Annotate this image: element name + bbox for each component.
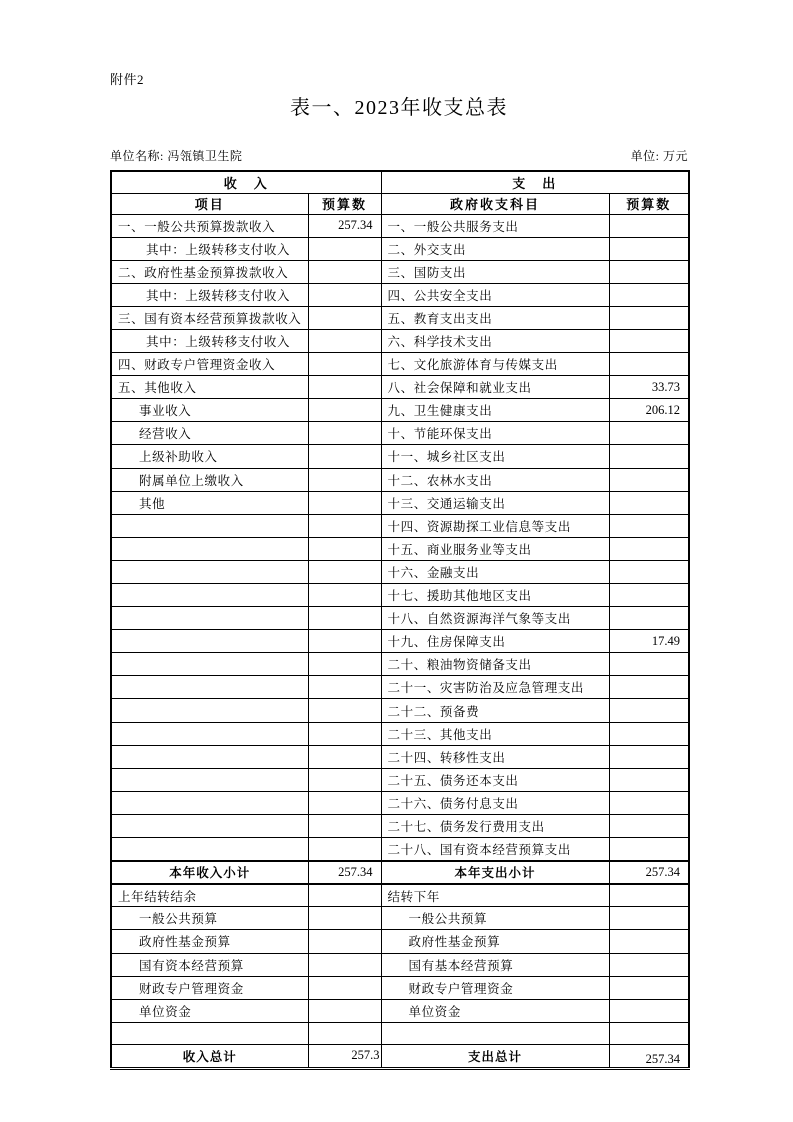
table-row (111, 1022, 689, 1044)
expense-item-cell: 一般公共预算 (381, 907, 609, 930)
income-item-cell (111, 791, 308, 814)
expense-item-cell: 二十、粮油物资储备支出 (381, 653, 609, 676)
currency-unit-label: 单位: 万元 (630, 149, 688, 163)
income-item-cell (111, 745, 308, 768)
expense-budget-cell (609, 607, 689, 630)
income-item-cell (111, 607, 308, 630)
expense-budget-cell (609, 491, 689, 514)
table-row (111, 514, 689, 537)
table-row (111, 884, 689, 907)
income-budget-cell: 257.34 (308, 214, 381, 237)
expense-budget-cell (609, 768, 689, 791)
table-row (111, 976, 689, 999)
income-item-cell (111, 676, 308, 699)
expense-item-cell: 三、国防支出 (381, 260, 609, 283)
table-row (111, 653, 689, 676)
income-item-cell: 二、政府性基金预算拨款收入 (111, 260, 308, 283)
expense-item-cell (381, 1022, 609, 1044)
table-row (111, 953, 689, 976)
income-budget-cell (308, 791, 381, 814)
expense-item-cell: 二、外交支出 (381, 237, 609, 260)
income-budget-cell (308, 838, 381, 861)
expense-budget-cell (609, 722, 689, 745)
expense-item-cell: 二十一、灾害防治及应急管理支出 (381, 676, 609, 699)
expense-item-cell: 十二、农林水支出 (381, 468, 609, 491)
income-item-cell: 一般公共预算 (111, 907, 308, 930)
income-budget-cell (308, 653, 381, 676)
income-item-cell: 其中：上级转移支付收入 (111, 237, 308, 260)
table-row (111, 491, 689, 514)
expense-budget-cell: 17.49 (609, 630, 689, 653)
income-budget-cell (308, 560, 381, 583)
expense-budget-cell (609, 584, 689, 607)
income-budget-cell (308, 376, 381, 399)
income-budget-col-header: 预算数 (308, 193, 381, 214)
unit-info-row (110, 147, 688, 164)
page-title: 表一、2023年收支总表 (290, 97, 508, 119)
unit-name-value: 冯瓴镇卫生院 (167, 149, 243, 163)
expense-item-cell: 支出总计 (381, 1044, 609, 1068)
table-row (111, 560, 689, 583)
income-budget-cell (308, 399, 381, 422)
income-item-cell (111, 722, 308, 745)
income-budget-cell (308, 768, 381, 791)
table-row (111, 584, 689, 607)
income-item-cell (111, 537, 308, 560)
table-row (111, 306, 689, 329)
table-row (111, 699, 689, 722)
income-item-cell: 五、其他收入 (111, 376, 308, 399)
expense-item-cell: 十七、援助其他地区支出 (381, 584, 609, 607)
expense-item-cell: 国有基本经营预算 (381, 953, 609, 976)
expense-budget-cell (609, 884, 689, 907)
expense-item-cell: 政府性基金预算 (381, 930, 609, 953)
budget-summary-table (110, 170, 690, 1070)
expense-subject-col-header: 政府收支科目 (381, 193, 609, 214)
unit-name-label: 单位名称: (110, 149, 168, 163)
table-row (111, 537, 689, 560)
income-budget-cell (308, 745, 381, 768)
unit-name (110, 147, 242, 164)
expense-item-cell: 二十六、债务付息支出 (381, 791, 609, 814)
table-row (111, 676, 689, 699)
income-budget-cell (308, 607, 381, 630)
income-item-cell: 一、一般公共预算拨款收入 (111, 214, 308, 237)
income-item-cell: 其他 (111, 491, 308, 514)
table-row (111, 353, 689, 376)
table-body (111, 214, 689, 1068)
income-budget-cell (308, 976, 381, 999)
table-row (111, 260, 689, 283)
table-row (111, 791, 689, 814)
table-row (111, 214, 689, 237)
expense-budget-cell: 33.73 (609, 376, 689, 399)
expense-budget-cell (609, 676, 689, 699)
expense-budget-cell (609, 999, 689, 1022)
income-budget-cell (308, 237, 381, 260)
expense-budget-cell: 257.34 (609, 1044, 689, 1068)
expense-budget-cell (609, 791, 689, 814)
expense-budget-cell (609, 699, 689, 722)
table-row (111, 376, 689, 399)
expense-item-cell: 本年支出小计 (381, 861, 609, 884)
table-row (111, 607, 689, 630)
expense-budget-cell (609, 953, 689, 976)
expense-item-cell: 十八、自然资源海洋气象等支出 (381, 607, 609, 630)
expense-item-cell: 四、公共安全支出 (381, 283, 609, 306)
income-budget-cell (308, 907, 381, 930)
income-budget-cell (308, 1022, 381, 1044)
income-budget-cell (308, 329, 381, 352)
table-row (111, 907, 689, 930)
table-row (111, 814, 689, 837)
income-item-cell: 国有资本经营预算 (111, 953, 308, 976)
expense-item-cell: 五、教育支出支出 (381, 306, 609, 329)
income-item-cell (111, 560, 308, 583)
expense-item-cell: 十九、住房保障支出 (381, 630, 609, 653)
income-budget-cell: 257.3 (308, 1044, 381, 1068)
income-budget-cell: 257.34 (308, 861, 381, 884)
expense-item-cell: 二十五、债务还本支出 (381, 768, 609, 791)
income-budget-cell (308, 422, 381, 445)
expense-budget-cell (609, 745, 689, 768)
income-section-header: 收 入 (111, 171, 381, 193)
expense-item-cell: 七、文化旅游体育与传媒支出 (381, 353, 609, 376)
income-item-cell (111, 584, 308, 607)
table-row (111, 1044, 689, 1068)
income-item-cell: 政府性基金预算 (111, 930, 308, 953)
expense-budget-cell (609, 814, 689, 837)
income-budget-cell (308, 814, 381, 837)
table-row (111, 445, 689, 468)
expense-item-cell: 十一、城乡社区支出 (381, 445, 609, 468)
income-budget-cell (308, 722, 381, 745)
income-budget-cell (308, 537, 381, 560)
expenditure-section-header: 支 出 (381, 171, 689, 193)
table-row (111, 237, 689, 260)
income-budget-cell (308, 468, 381, 491)
income-item-cell: 四、财政专户管理资金收入 (111, 353, 308, 376)
expense-item-cell: 二十四、转移性支出 (381, 745, 609, 768)
expense-budget-cell (609, 260, 689, 283)
table-row (111, 768, 689, 791)
income-budget-cell (308, 584, 381, 607)
expense-item-cell: 十、节能环保支出 (381, 422, 609, 445)
expense-budget-cell (609, 976, 689, 999)
income-budget-cell (308, 260, 381, 283)
expense-budget-cell (609, 214, 689, 237)
expense-item-cell: 财政专户管理资金 (381, 976, 609, 999)
expense-item-cell: 十四、资源勘探工业信息等支出 (381, 514, 609, 537)
income-budget-cell (308, 930, 381, 953)
income-item-cell: 其中：上级转移支付收入 (111, 329, 308, 352)
expense-budget-cell (609, 422, 689, 445)
expense-budget-cell (609, 1022, 689, 1044)
income-budget-cell (308, 884, 381, 907)
expense-item-cell: 一、一般公共服务支出 (381, 214, 609, 237)
expense-budget-col-header: 预算数 (609, 193, 689, 214)
income-budget-cell (308, 514, 381, 537)
income-item-cell (111, 699, 308, 722)
table-head (111, 171, 689, 214)
table-row (111, 861, 689, 884)
expense-budget-cell (609, 930, 689, 953)
income-budget-cell (308, 445, 381, 468)
income-item-cell (111, 768, 308, 791)
income-item-cell (111, 653, 308, 676)
table-row (111, 468, 689, 491)
income-item-cell: 本年收入小计 (111, 861, 308, 884)
income-budget-cell (308, 491, 381, 514)
expense-item-cell: 十五、商业服务业等支出 (381, 537, 609, 560)
expense-budget-cell (609, 838, 689, 861)
expense-item-cell: 结转下年 (381, 884, 609, 907)
income-item-cell (111, 838, 308, 861)
income-item-cell: 上级补助收入 (111, 445, 308, 468)
table-row (111, 283, 689, 306)
expense-budget-cell (609, 907, 689, 930)
expense-item-cell: 九、卫生健康支出 (381, 399, 609, 422)
income-item-cell (111, 814, 308, 837)
income-item-cell (111, 630, 308, 653)
table-row (111, 722, 689, 745)
income-budget-cell (308, 283, 381, 306)
expense-budget-cell (609, 329, 689, 352)
income-item-cell: 三、国有资本经营预算拨款收入 (111, 306, 308, 329)
expense-budget-cell (609, 560, 689, 583)
expense-item-cell: 二十三、其他支出 (381, 722, 609, 745)
column-header-row (111, 193, 689, 214)
attachment-label: 附件2 (110, 72, 145, 87)
expense-budget-cell (609, 653, 689, 676)
income-budget-cell (308, 630, 381, 653)
income-item-cell: 收入总计 (111, 1044, 308, 1068)
income-item-cell: 附属单位上缴收入 (111, 468, 308, 491)
expense-budget-cell (609, 514, 689, 537)
income-budget-cell (308, 306, 381, 329)
table-row (111, 745, 689, 768)
income-item-cell: 事业收入 (111, 399, 308, 422)
income-item-cell (111, 514, 308, 537)
expense-budget-cell (609, 537, 689, 560)
expense-item-cell: 单位资金 (381, 999, 609, 1022)
income-budget-cell (308, 353, 381, 376)
table-row (111, 838, 689, 861)
expense-budget-cell (609, 283, 689, 306)
expense-item-cell: 二十八、国有资本经营预算支出 (381, 838, 609, 861)
income-budget-cell (308, 699, 381, 722)
expense-item-cell: 八、社会保障和就业支出 (381, 376, 609, 399)
section-header-row (111, 171, 689, 193)
income-budget-cell (308, 999, 381, 1022)
table-row (111, 329, 689, 352)
table-row (111, 422, 689, 445)
table-row (111, 399, 689, 422)
expense-budget-cell (609, 468, 689, 491)
income-item-col-header: 项目 (111, 193, 308, 214)
expense-budget-cell (609, 353, 689, 376)
income-item-cell: 财政专户管理资金 (111, 976, 308, 999)
income-item-cell: 单位资金 (111, 999, 308, 1022)
expense-budget-cell: 206.12 (609, 399, 689, 422)
expense-item-cell: 二十二、预备费 (381, 699, 609, 722)
expense-budget-cell (609, 237, 689, 260)
expense-budget-cell (609, 445, 689, 468)
income-budget-cell (308, 676, 381, 699)
table-row (111, 999, 689, 1022)
income-item-cell: 其中：上级转移支付收入 (111, 283, 308, 306)
expense-budget-cell (609, 306, 689, 329)
income-item-cell: 上年结转结余 (111, 884, 308, 907)
income-budget-cell (308, 953, 381, 976)
expense-budget-cell: 257.34 (609, 861, 689, 884)
income-item-cell (111, 1022, 308, 1044)
table-row (111, 630, 689, 653)
table-row (111, 930, 689, 953)
expense-item-cell: 二十七、债务发行费用支出 (381, 814, 609, 837)
expense-item-cell: 十六、金融支出 (381, 560, 609, 583)
income-item-cell: 经营收入 (111, 422, 308, 445)
expense-item-cell: 十三、交通运输支出 (381, 491, 609, 514)
expense-item-cell: 六、科学技术支出 (381, 329, 609, 352)
